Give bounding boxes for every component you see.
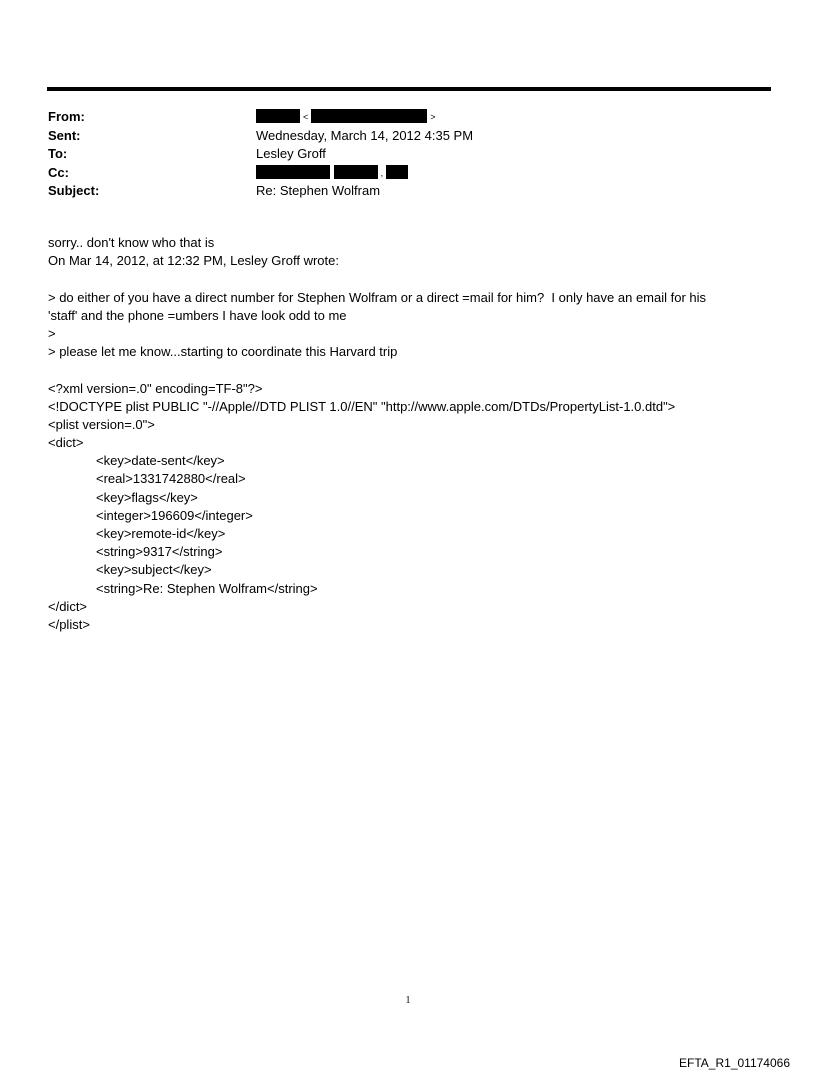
- subject-value: Re: Stephen Wolfram: [256, 183, 381, 198]
- body-line: <plist version=.0">: [48, 416, 155, 432]
- body-line: >: [48, 325, 56, 341]
- body-line: [48, 361, 768, 379]
- redaction-block: [311, 109, 427, 123]
- body-line: <integer>196609</integer>: [96, 507, 253, 523]
- body-line: </dict>: [48, 598, 88, 614]
- to-value: Lesley Groff: [256, 146, 326, 161]
- from-value: [256, 108, 439, 127]
- sent-label: Sent:: [48, 127, 81, 143]
- cc-label: Cc:: [48, 164, 69, 180]
- body-line: <!DOCTYPE plist PUBLIC "-//Apple//DTD PLIST 1.0//EN" "http://www.apple.com/DTDs/PropertyList-1.0.dtd">: [48, 398, 676, 414]
- email-header: [48, 108, 748, 201]
- to-label: To:: [48, 146, 68, 161]
- body-line: <key>subject</key>: [96, 562, 212, 578]
- subject-label: Subject:: [48, 183, 100, 198]
- header-rule: [47, 87, 771, 91]
- subject-row: [48, 182, 748, 201]
- body-line: [48, 270, 768, 288]
- email-body: [48, 234, 768, 634]
- body-line: On Mar 14, 2012, at 12:32 PM, Lesley Groff wrote:: [48, 253, 339, 269]
- sent-value: Wednesday, March 14, 2012 4:35 PM: [256, 127, 474, 143]
- from-open-bracket: <: [303, 112, 309, 122]
- bates-number: EFTA_R1_01174066: [679, 1056, 790, 1070]
- cc-value: [256, 164, 408, 183]
- body-line: > do either of you have a direct number for Stephen Wolfram or a direct =mail for him? I only have an email for his: [48, 289, 707, 305]
- body-line: 'staff' and the phone =umbers I have look odd to me: [48, 307, 347, 323]
- from-label: From:: [48, 109, 85, 124]
- body-line: <string>Re: Stephen Wolfram</string>: [96, 580, 318, 596]
- sent-row: [48, 127, 748, 146]
- body-line: sorry.. don't know who that is: [48, 235, 215, 250]
- from-close-bracket: >: [430, 112, 436, 122]
- redaction-block: [386, 165, 408, 179]
- body-line: </plist>: [48, 616, 90, 632]
- body-line: <?xml version=.0" encoding=TF-8"?>: [48, 380, 263, 396]
- body-line: <real>1331742880</real>: [96, 471, 246, 487]
- cc-row: [48, 164, 748, 183]
- from-row: [48, 108, 748, 127]
- body-line: > please let me know...starting to coordinate this Harvard trip: [48, 344, 398, 360]
- redaction-block: [334, 165, 378, 179]
- body-line: <key>date-sent</key>: [96, 453, 225, 469]
- body-line: <dict>: [48, 435, 84, 451]
- body-line: <string>9317</string>: [96, 544, 223, 560]
- cc-separator: ,: [380, 167, 384, 178]
- redaction-block: [256, 165, 330, 179]
- to-row: [48, 145, 748, 164]
- page-number: 1: [405, 995, 411, 1006]
- body-line: <key>flags</key>: [96, 489, 198, 505]
- redaction-block: [256, 109, 300, 123]
- body-line: <key>remote-id</key>: [96, 526, 226, 541]
